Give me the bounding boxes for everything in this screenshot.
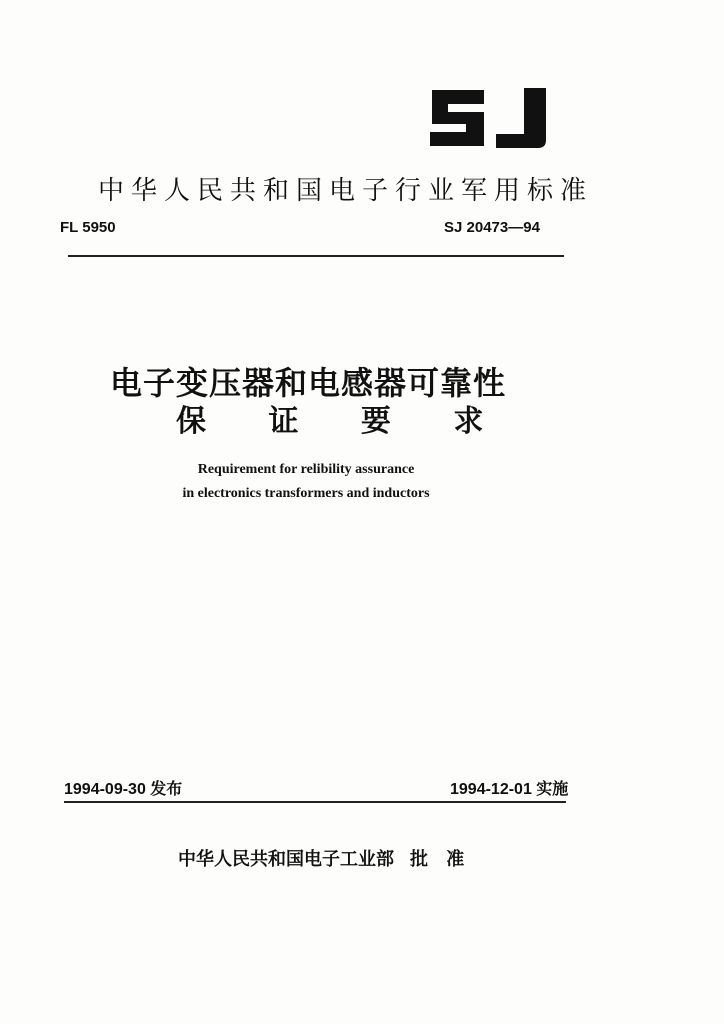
standard-number: SJ 20473—94 [444,219,540,236]
bottom-divider [64,801,566,803]
standard-title: 中华人民共和国电子行业军用标准 [98,176,594,206]
implementation-date: 1994-12-01 实施 [450,781,569,798]
logo-letter-s [430,90,484,146]
top-divider [68,255,564,257]
english-title-line-2: in electronics transformers and inductors [182,486,430,501]
document-subtitle: 保 证 要 求 [176,404,510,439]
classification-code: FL 5950 [60,219,116,236]
logo-letter-j [496,88,546,148]
document-title: 电子变压器和电感器可靠性 [110,364,507,402]
approval-word: 批 准 [410,849,471,870]
approving-ministry: 中华人民共和国电子工业部 [178,849,394,870]
issue-date: 1994-09-30 发布 [64,781,183,798]
english-title-line-1: Requirement for relibility assurance [197,462,415,477]
approval-line [178,845,470,871]
sj-logo [426,84,550,152]
